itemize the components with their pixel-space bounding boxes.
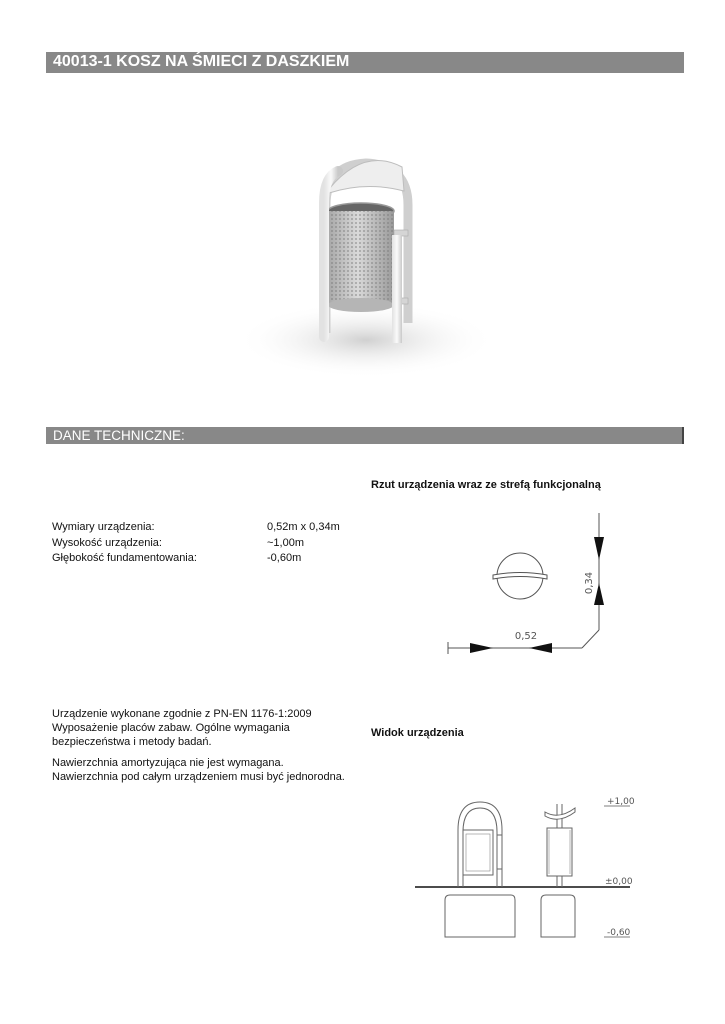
page-title: 40013-1 KOSZ NA ŚMIECI Z DASZKIEM bbox=[53, 53, 350, 70]
dim-depth-label: 0,34 bbox=[584, 571, 595, 595]
standard-note bbox=[52, 707, 372, 749]
tech-data-bar bbox=[46, 427, 684, 444]
spec-label: Głębokość fundamentowania: bbox=[52, 552, 197, 564]
spec-label: Wymiary urządzenia: bbox=[52, 521, 155, 533]
surface-line: Nawierzchnia amortyzująca nie jest wymagana. bbox=[52, 757, 284, 769]
elevation-view-caption: Widok urządzenia bbox=[371, 727, 464, 739]
title-bar bbox=[46, 52, 684, 73]
spec-label: Wysokość urządzenia: bbox=[52, 537, 162, 549]
spec-row-height bbox=[52, 537, 372, 552]
trash-bin-image bbox=[126, 85, 596, 425]
plan-view-caption: Rzut urządzenia wraz ze strefą funkcjonalną bbox=[371, 479, 601, 491]
tech-data-title: DANE TECHNICZNE: bbox=[53, 428, 185, 443]
spec-value: 0,52m x 0,34m bbox=[267, 521, 340, 533]
surface-line: Nawierzchnia pod całym urządzeniem musi być jednorodna. bbox=[52, 771, 345, 783]
level-ground-label: ±0,00 bbox=[605, 877, 633, 887]
spec-row-dimensions bbox=[52, 521, 372, 536]
spec-value: -0,60m bbox=[267, 552, 302, 564]
product-render bbox=[126, 85, 596, 425]
spec-value: ~1,00m bbox=[267, 537, 304, 549]
level-top-label: +1,00 bbox=[607, 797, 635, 807]
spec-row-foundation bbox=[52, 552, 372, 567]
elevation-view-drawing bbox=[415, 790, 640, 950]
dim-width-label: 0,52 bbox=[514, 631, 538, 642]
surface-note bbox=[52, 756, 372, 784]
standard-line: bezpieczeństwa i metody badań. bbox=[52, 736, 212, 748]
level-bottom-label: -0,60 bbox=[607, 928, 631, 938]
plan-view-drawing bbox=[440, 505, 610, 660]
standard-line: Urządzenie wykonane zgodnie z PN-EN 1176-1:2009 bbox=[52, 708, 312, 720]
bar-edge bbox=[682, 427, 684, 444]
standard-line: Wyposażenie placów zabaw. Ogólne wymagania bbox=[52, 722, 290, 734]
